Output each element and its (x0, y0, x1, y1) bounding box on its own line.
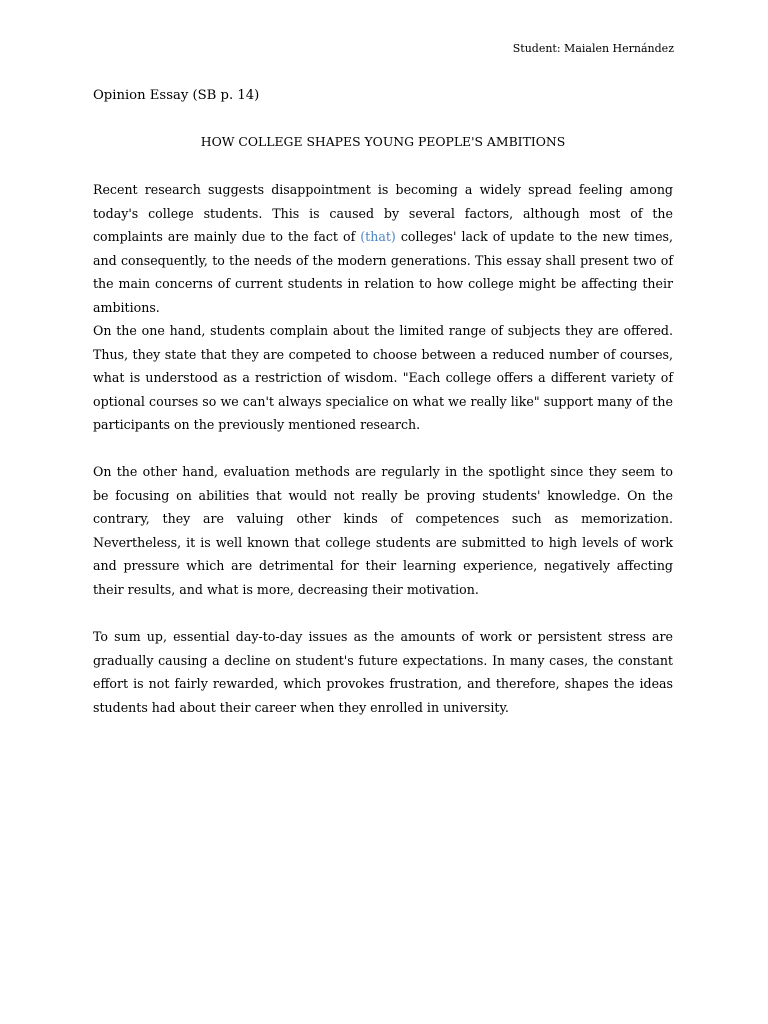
paragraph-evaluation: On the other hand, evaluation methods are regularly in the spotlight since they seem to be focusing on abilities that would not really be proving students' knowledge. On the contrary, they are valuing other kinds of competences such as memorization. Nevertheless, it is well known that college students are submitted to high levels of work and pressure which are detrimental for their learning experience, negatively affecting their results, and what is more, decreasing their motivation. (93, 464, 673, 597)
essay-label: Opinion Essay (SB p. 14) (93, 88, 260, 103)
paragraph-introduction-text-end: colleges' lack of update to the new times, and consequently, to the needs of the modern generations. This essay shall present two of the main concerns of current students in relation to how college might be affecting their ambitions. (93, 229, 673, 315)
paragraph-introduction-text-start: Recent research suggests disappointment is becoming a widely spread feeling among today's college students. This is caused by several factors, although most of the complaints are mainly due to the fact of (93, 182, 673, 245)
paragraph-conclusion: To sum up, essential day-to-day issues as the amounts of work or persistent stress are gradually causing a decline on student's future expectations. In many cases, the constant effort is not fairly rewarded, which provokes frustration, and therefore, shapes the ideas students had about their career when they enrolled in university. (93, 629, 673, 715)
correction-insert: (that) (360, 229, 396, 245)
essay-title: HOW COLLEGE SHAPES YOUNG PEOPLE'S AMBITIONS (200, 134, 566, 149)
student-name: Student: Maialen Hernández (512, 42, 674, 55)
paragraph-introduction (93, 178, 673, 320)
paragraph-subjects: On the one hand, students complain about the limited range of subjects they are offered. Thus, they state that they are competed to choose between a reduced number of courses, what is understood as a restriction of wisdom. "Each college offers a different variety of optional courses so we can't always specialice on what we really like" support many of the participants on the previously mentioned research. (93, 323, 673, 433)
